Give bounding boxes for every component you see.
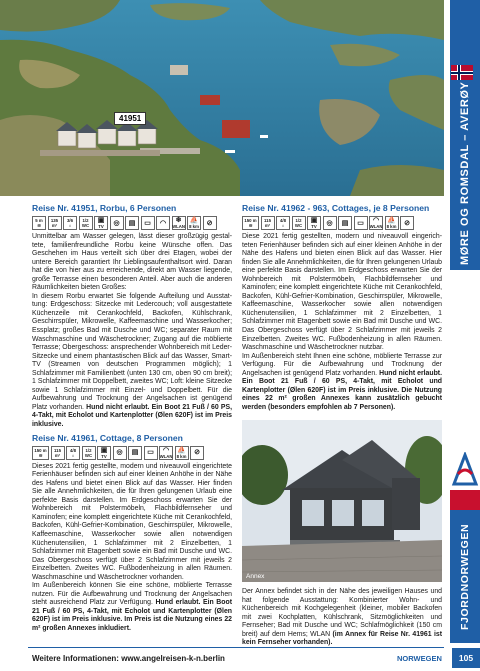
listing-description-outdoor: Im Außenbereich steht Ihnen eine schöne, möblierte Terrasse zur Verfügung. Für die Aufbewahrung und Trocknung der Angelsachen ist genügend Platz vorhanden. Hund nicht erlaubt. Ein Boot 21 Fuß / 60 PS, 4-Takt, mit Echolot und Kartenplotter (Ølen 620F) ist im Preis inklusive. Die Nutzung eines 22 m² großen Annexes kann zusätzlich gebucht werden (besonders empfohlen ab 7 Personen). bbox=[242, 352, 442, 411]
washing-machine-icon: ◎ bbox=[110, 216, 124, 230]
distance-to-water-icon: 5 m ≋ bbox=[32, 216, 46, 230]
annex-description: Der Annex befindet sich in der Nähe des jeweiligen Hauses und hat folgende Ausstattung: Kombinierter Wohn- und Küchenbereich mit Kochgelegenheit (kleiner, mobiler Backofen mit zwei Kochplatten, Kühlschrank, Sitzmöglichkeiten und Fernseher; Bad mit Dusche und WC; Schlafmöglichkeit (150 cm breit) auf dem Hems; WLAN (im Annex für Reise Nr. 41961 ist kein Fernseher vorhanden). bbox=[242, 588, 442, 647]
dishwasher-icon: ▤ bbox=[128, 446, 142, 460]
distance-to-water-icon: 150 m ≋ bbox=[32, 446, 49, 460]
country-region-title: FJORDNORWEGEN bbox=[459, 523, 471, 630]
boat-info: Ein Boot 21 Fuß / 60 PS, 4-Takt, mit Echolot und Kartenplotter (Ølen 620F) ist im Preis inklusive. Die Nutzung eines 22 m² großen Annexes kann zusätzlich gebucht werden (besonders empfohlen ab 7 Personen). bbox=[242, 378, 442, 411]
freezer-icon: ❄ WLAN bbox=[172, 217, 185, 229]
no-smoking-icon: ⊘ bbox=[203, 216, 217, 230]
pet-policy: Hund nicht erlaubt. bbox=[379, 369, 442, 377]
listing-title: Reise Nr. 41962 - 963, Cottages, je 8 Personen bbox=[242, 203, 430, 213]
region-title: MØRE OG ROMSDAL – AVERØY bbox=[459, 81, 471, 265]
no-smoking-icon: ⊘ bbox=[190, 446, 204, 460]
footer-section-name: NORWEGEN bbox=[397, 654, 442, 663]
dishwasher-icon: ▤ bbox=[338, 216, 352, 230]
listing-description: Diese 2021 fertig gestellten, modern und niveauvoll eingerichteten Ferienhäuser befinden sich auf einer kleinen Anhöhe in der Nähe des Hafens und bieten einen Blick auf das Wasser. Hier finden Sie alle Annehmlichkeiten, die für Ihren gelungenen Urlaub eine perfekte Basis darstellen. Im Erdgeschoss erwarten Sie der Wohnbereich mit Polstermöbeln, Flachbildfernseher und Kaminofen; eine komplett eingerichtete Küche mit Cerankochfeld, Backofen, Kühl-Gefrier-Kombination, Geschirrspüler, Mikrowelle, Kaffeemaschine, Wasserkocher sowie allen notwendigen Küchenutensilien, 1 Schlafzimmer mit 2 Einzelbetten, 1 Schlafzimmer mit Etagenbett sowie ein Bad mit Dusche und WC. Das Obergeschoss verfügt über 2 Schlafzimmer mit jeweils 2 Einzelbetten. Zweites WC. Fußbodenheizung in allen Räumen. Waschmaschine und Wäschetrockner nutzbar. bbox=[242, 233, 442, 352]
size-icon: 115 m² bbox=[51, 446, 65, 460]
rooms-icon: 4/8 ⌂ bbox=[66, 446, 80, 460]
page-number: 105 bbox=[452, 648, 480, 668]
bathroom-icon: 1/2 WC bbox=[82, 446, 96, 460]
boat-icon: ⛵ 8 km bbox=[175, 446, 189, 460]
amenity-icons bbox=[242, 216, 442, 230]
boat-icon: ⛵ 8 km bbox=[385, 216, 399, 230]
listing-description: Unmittelbar am Wasser gelegen, lässt dieser großzügig gestaltete, familienfreundliche Rorbu keine Wünsche offen. Das Geschehen im Haus verteilt sich über drei Etagen, wobei der untere Bereich garantiert Ihr Lieblingsaufenthaltsort wird. Daran hat die von hier aus zu erreichende, direkt am Wasser liegende, große Terrasse einen besonderen Anteil. Aber auch die anderen Räumlichkeiten bieten Großes: bbox=[32, 233, 232, 292]
washing-machine-icon: ◎ bbox=[113, 446, 127, 460]
listing-title: Reise Nr. 41961, Cottage, 8 Personen bbox=[32, 432, 183, 443]
size-icon: 115 m² bbox=[261, 216, 275, 230]
microwave-icon: ▭ bbox=[144, 446, 158, 460]
bathroom-icon: 1/2 WC bbox=[79, 216, 93, 230]
brand-logo-icon bbox=[450, 452, 480, 486]
tv-icon: ▣ TV bbox=[307, 216, 321, 230]
pet-policy: Hund erlaubt. bbox=[155, 599, 201, 607]
rooms-icon: 3/6 ⌂ bbox=[63, 216, 77, 230]
dishwasher-icon: ▤ bbox=[125, 216, 139, 230]
tv-icon: ▣ TV bbox=[94, 216, 108, 230]
no-smoking-icon: ⊘ bbox=[400, 216, 414, 230]
listing-title: Reise Nr. 41951, Rorbu, 6 Personen bbox=[32, 203, 177, 213]
listing-description-outdoor: Im Außenbereich können Sie eine schöne, möblierte Terrasse nutzen. Für die Aufbewahrung und Trocknung der Angelsachen steht ausreichend Platz zur Verfügung. Hund erlaubt. Ein Boot 21 Fuß / 60 PS, 4-Takt, mit Echolot und Kartenplotter (Ølen 620F) ist im Preis inklusive. Im Preis ist die Nutzung eines 22 m² großen Annexes inkludiert. bbox=[32, 582, 232, 632]
amenity-icons bbox=[32, 446, 232, 460]
washing-machine-icon: ◎ bbox=[323, 216, 337, 230]
microwave-icon: ▭ bbox=[354, 216, 368, 230]
size-icon: 135 m² bbox=[48, 216, 62, 230]
distance-to-water-icon: 150 m ≋ bbox=[242, 216, 259, 230]
annex-photo-caption: Annex bbox=[246, 573, 265, 580]
wifi-icon: ◠ WLAN bbox=[159, 446, 173, 459]
region-accent-stripe bbox=[450, 490, 480, 510]
right-column bbox=[242, 203, 442, 412]
annex-photo bbox=[242, 420, 442, 582]
boat-info: Ein Boot 21 Fuß / 60 PS, 4-Takt, mit Echolot und Kartenplotter (Ølen 620F) ist im Preis inklusive. Im Preis ist die Nutzung eines 22 m² großen Annexes inkludiert. bbox=[32, 599, 232, 632]
wifi-icon: ◠ bbox=[156, 216, 170, 230]
pet-policy: Hund nicht erlaubt. bbox=[86, 403, 150, 411]
aerial-photo bbox=[0, 0, 444, 196]
footer-website: Weitere Informationen: www.angelreisen-k-n.berlin bbox=[32, 654, 225, 663]
amenity-icons bbox=[32, 216, 232, 230]
photo-house-number-label: 41951 bbox=[114, 112, 146, 125]
rooms-icon: 4/8 ⌂ bbox=[276, 216, 290, 230]
wifi-icon: ◠ WLAN bbox=[369, 217, 383, 229]
boat-icon: ⛵ 8 km bbox=[187, 216, 201, 230]
listing-description-layout: In diesem Rorbu erwartet Sie folgende Aufteilung und Ausstattung: Erdgeschoss: Sitzecke mit Ledercouch; voll ausgestattete Küchenzeile mit Cerankochfeld, Backofen, Kühlschrank, Geschirrspüler, Mikrowelle, Kaffeemaschine und Wasserkocher; Essplatz; großes Bad mit Dusche und WC; separater Raum mit Waschmaschine und Wäschetrockner; Zugang auf die möblierte Terrasse; Obergeschoss: ansprechender Wohnbereich mit Leder-Sitzecke und einem phantastischen Blick auf das Wasser, Smart-TV (Streamen von deutschen Programmen möglich); 1 Schlafzimmer mit Familienbett (unten 130 cm, oben 90 cm breit); 1 Schlafzimmer mit Doppelbett, zweites WC; Loft: kleine Sitzecke sowie 1 Schlafzimmer mit Einzel- und Doppelbett. Für die Aufbewahrung und Trocknung der Angelsachen ist genügend Platz vorhanden. Hund nicht erlaubt. Ein Boot 21 Fuß / 60 PS, 4-Takt, mit Echolot und Kartenplotter (Ølen 620F) ist im Preis inklusive. bbox=[32, 292, 232, 429]
footer-divider bbox=[28, 647, 444, 648]
boat-info: Ein Boot 21 Fuß / 60 PS, 4-Takt, mit Echolot und Kartenplotter (Ølen 620F) ist im Preis inklusive. bbox=[32, 403, 232, 429]
microwave-icon: ▭ bbox=[141, 216, 155, 230]
bathroom-icon: 1/2 WC bbox=[292, 216, 306, 230]
listing-description: Dieses 2021 fertig gestellte, modern und niveauvoll eingerichtete Ferienhäuser befinden sich auf einer kleinen Anhöhe in der Nähe des Hafens und bietet einen Blick auf das Wasser. Hier finden Sie alle Annehmlichkeiten, die für Ihren gelungenen Urlaub eine perfekte Basis darstellen. Im Erdgeschoss erwarten Sie der Wohnbereich mit Polstermöbeln, Flachbildfernseher und Kaminofen; eine komplett eingerichtete Küche mit Cerankochfeld, Backofen, Kühl-Gefrier-Kombination, Geschirrspüler, Mikrowelle, Kaffeemaschine, Wasserkocher sowie allen notwendigen Küchenutensilien, 1 Schlafzimmer mit 2 Einzelbetten, 1 Schlafzimmer mit Etagenbett sowie ein Bad mit Dusche und WC. Das Obergeschoss verfügt über 2 Schlafzimmer mit jeweils 2 Einzelbetten. Zweites WC. Fußbodenheizung in allen Räumen. Waschmaschine und Wäschetrockner vorhanden. bbox=[32, 462, 232, 581]
left-column bbox=[32, 203, 232, 634]
tv-icon: ▣ TV bbox=[97, 446, 111, 460]
